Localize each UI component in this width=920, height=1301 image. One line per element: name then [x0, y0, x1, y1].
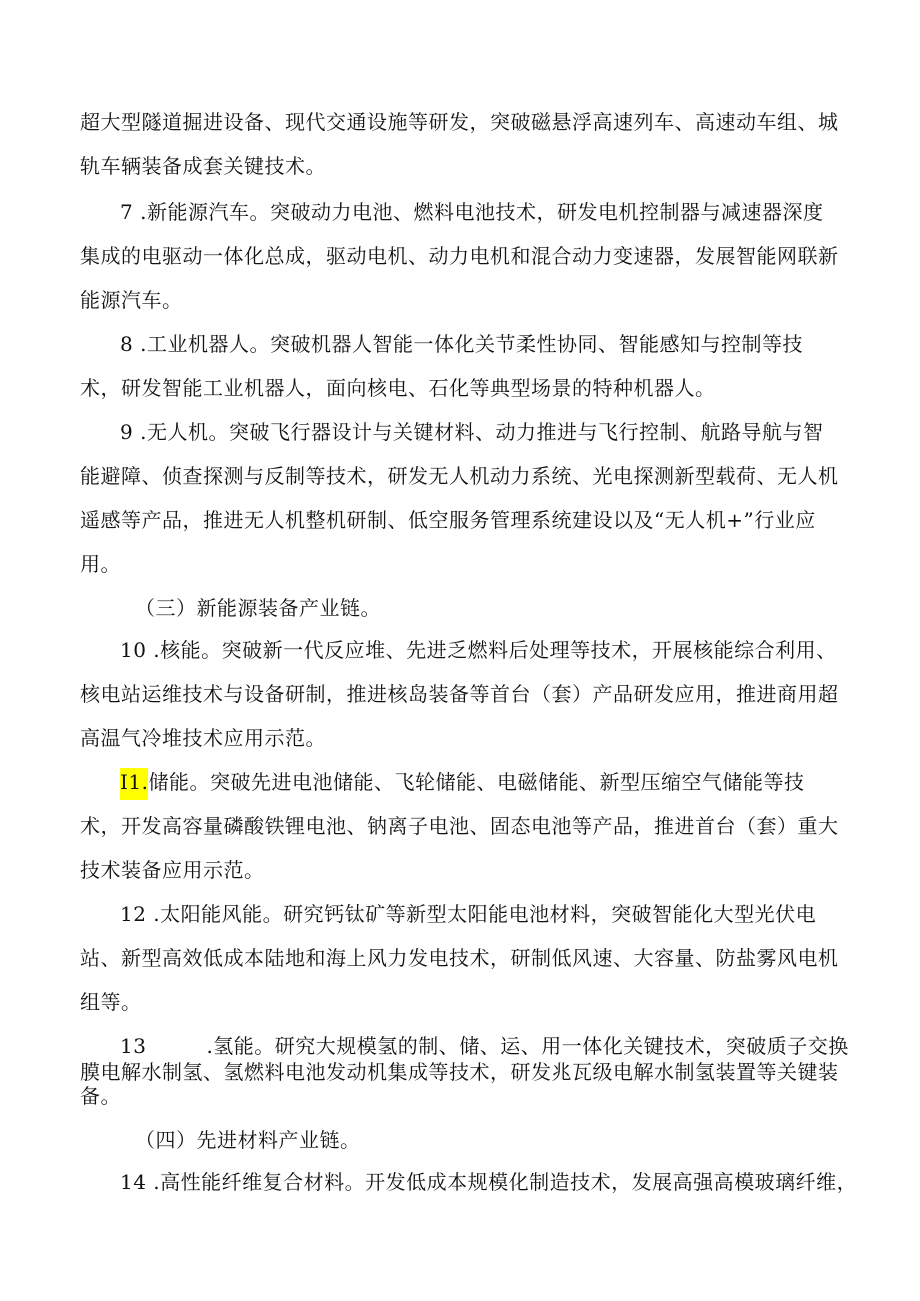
text-line: 能避障、侦查探测与反制等技术，研发无人机动力系统、光电探测新型载荷、无人机	[80, 464, 839, 488]
text-line: 遥感等产品，推进无人机整机研制、低空服务管理系统建设以及“无人机+”行业应	[80, 508, 816, 532]
item-8-line: 8 .工业机器人。突破机器人智能一体化关节柔性协同、智能感知与控制等技	[120, 332, 803, 356]
item-13-line	[120, 1032, 849, 1060]
text-line: 用。	[80, 552, 121, 576]
text-line: 轨车辆装备成套关键技术。	[80, 154, 326, 178]
text-line: 高温气冷堆技术应用示范。	[80, 726, 326, 750]
text-line: 术，开发高容量磷酸铁锂电池、钠离子电池、固态电池等产品，推进首台（套）重大	[80, 814, 839, 838]
item-7-line: 7 .新能源汽车。突破动力电池、燃料电池技术，研发电机控制器与减速器深度	[120, 200, 824, 224]
text-line: 技术装备应用示范。	[80, 858, 265, 882]
section-heading-4: （四）先进材料产业链。	[135, 1128, 361, 1152]
item-9-line: 9 .无人机。突破飞行器设计与关键材料、动力推进与飞行控制、航路导航与智	[120, 420, 824, 444]
text-line: 组等。	[80, 990, 142, 1014]
text-line: 站、新型高效低成本陆地和海上风力发电技术，研制低风速、大容量、防盐雾风电机	[80, 946, 839, 970]
text-line: 能源汽车。	[80, 288, 183, 312]
section-heading-3: （三）新能源装备产业链。	[135, 596, 381, 620]
item-11-line	[120, 768, 804, 796]
item-11-text: 储能。突破先进电池储能、飞轮储能、电磁储能、新型压缩空气储能等技	[148, 770, 805, 794]
text-line: 术，研发智能工业机器人，面向核电、石化等典型场景的特种机器人。	[80, 376, 716, 400]
text-line: 集成的电驱动一体化总成，驱动电机、动力电机和混合动力变速器，发展智能网联新	[80, 244, 839, 268]
text-line: 核电站运维技术与设备研制，推进核岛装备等首台（套）产品研发应用，推进商用超	[80, 682, 839, 706]
highlighted-number: I1.	[120, 768, 148, 800]
text-line: 备。	[80, 1084, 121, 1108]
item-14-line: 14 .高性能纤维复合材料。开发低成本规模化制造技术，发展高强高模玻璃纤维，	[120, 1170, 858, 1194]
item-10-line: 10 .核能。突破新一代反应堆、先进乏燃料后处理等技术，开展核能综合利用、	[120, 638, 837, 662]
item-13-text: .氢能。研究大规模氢的制、储、运、用一体化关键技术，突破质子交换	[206, 1034, 849, 1058]
item-12-line: 12 .太阳能风能。研究钙钛矿等新型太阳能电池材料，突破智能化大型光伏电	[120, 902, 817, 926]
text-line: 超大型隧道掘进设备、现代交通设施等研发，突破磁悬浮高速列车、高速动车组、城	[80, 110, 839, 134]
item-13-number: 13	[120, 1034, 147, 1058]
text-line: 膜电解水制氢、氢燃料电池发动机集成等技术，研发兆瓦级电解水制氢装置等关键装	[80, 1060, 839, 1084]
